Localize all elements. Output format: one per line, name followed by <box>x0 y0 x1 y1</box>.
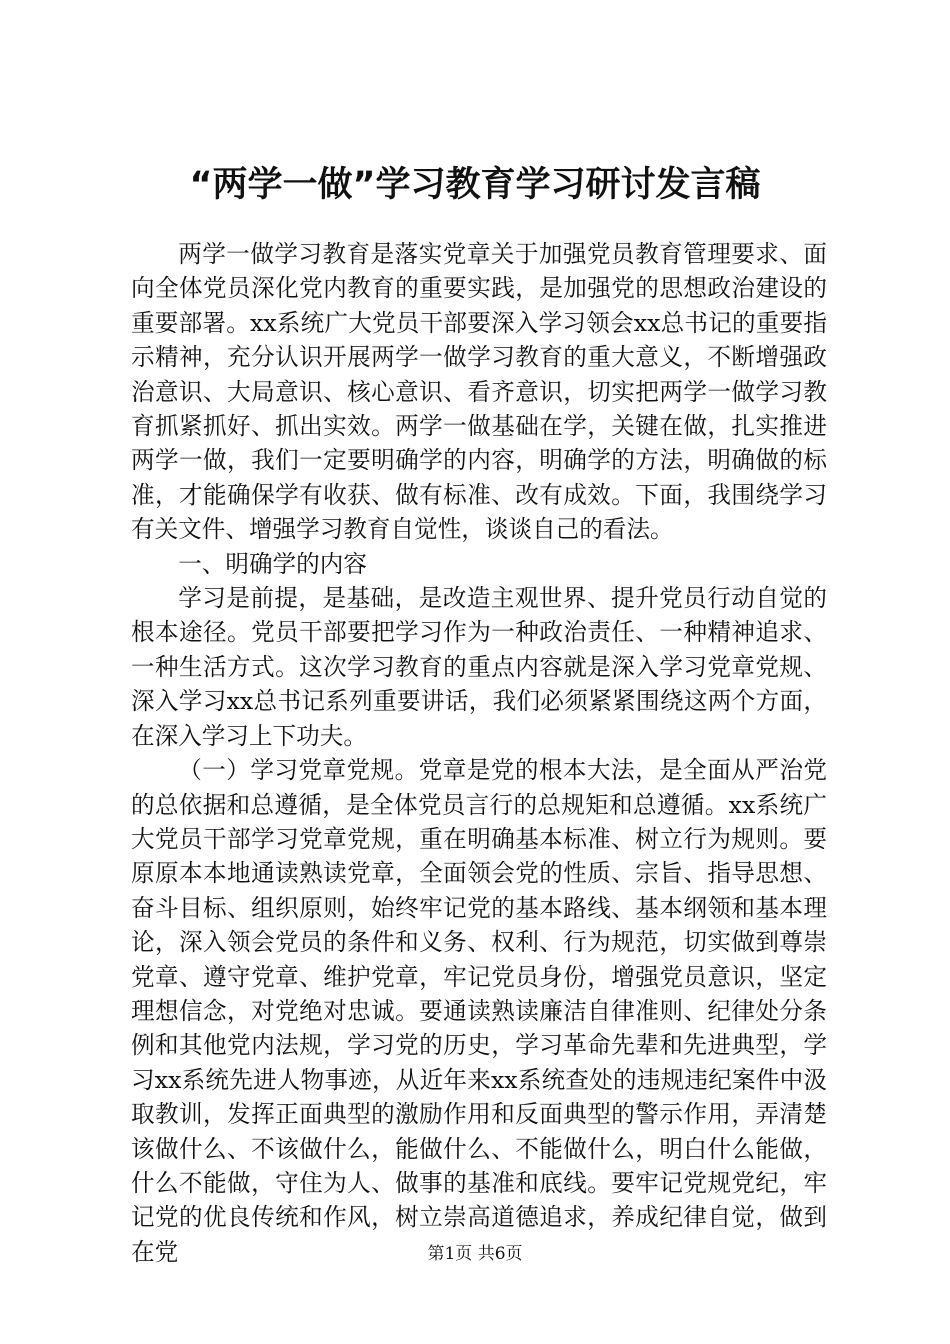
section-heading: 一、明确学的内容 <box>178 549 367 578</box>
document-title: “两学一做”学习教育学习研讨发言稿 <box>189 165 761 205</box>
paragraph-section-one: 学习是前提，是基础，是改造主观世界、提升党员行动自觉的根本途径。党员干部要把学习作为一种政治责任、一种精神追求、一种生活方式。这次学习教育的重点内容就是深入学习党章党规、深入学习xx总书记系列重要讲话，我们必须紧紧围绕这两个方面，在深入学习上下功夫。 <box>131 584 827 750</box>
document-body <box>131 237 827 1269</box>
paragraph-intro: 两学一做学习教育是落实党章关于加强党员教育管理要求、面向全体党员深化党内教育的重要实践，是加强党的思想政治建设的重要部署。xx系统广大党员干部要深入学习领会xx总书记的重要指示精神，充分认识开展两学一做学习教育的重大意义，不断增强政治意识、大局意识、核心意识、看齐意识，切实把两学一做学习教育抓紧抓好、抓出实效。两学一做基础在学，关键在做，扎实推进两学一做，我们一定要明确学的内容，明确学的方法，明确做的标准，才能确保学有收获、做有标准、改有成效。下面，我围绕学习有关文件、增强学习教育自觉性，谈谈自己的看法。 <box>131 240 827 544</box>
paragraph-subsection-one: （一）学习党章党规。党章是党的根本大法，是全面从严治党的总依据和总遵循，是全体党员言行的总规矩和总遵循。xx系统广大党员干部学习党章党规，重在明确基本标准、树立行为规则。要原原本本地通读熟读党章，全面领会党的性质、宗旨、指导思想、奋斗目标、组织原则，始终牢记党的基本路线、基本纲领和基本理论，深入领会党员的条件和义务、权利、行为规范，切实做到尊崇党章、遵守党章、维护党章，牢记党员身份，增强党员意识，坚定理想信念，对党绝对忠诚。要通读熟读廉洁自律准则、纪律处分条例和其他党内法规，学习党的历史，学习革命先辈和先进典型，学习xx系统先进人物事迹，从近年来xx系统查处的违规违纪案件中汲取教训，发挥正面典型的激励作用和反面典型的警示作用，弄清楚该做什么、不该做什么，能做什么、不能做什么，明白什么能做，什么不能做，守住为人、做事的基准和底线。要牢记党规党纪，牢记党的优良传统和作风，树立崇高道德追求，养成纪律自觉，做到在党 <box>131 756 827 1266</box>
page-footer: 第1页 共6页 <box>427 1244 523 1264</box>
